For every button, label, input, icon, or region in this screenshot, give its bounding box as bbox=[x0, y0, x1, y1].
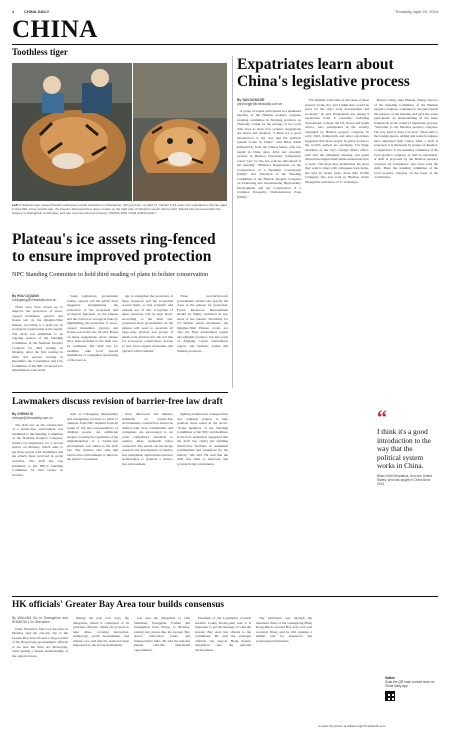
caption-lead: Left: bbox=[12, 203, 19, 207]
bottom-section-divider bbox=[12, 596, 438, 597]
lawmakers-column-4 bbox=[177, 412, 228, 593]
lawmakers-author: By CHENG SI bbox=[12, 412, 34, 416]
hk-text-4: President of the Legislative Council Andrew Leung Kwan-yuen said it is important to get the message of what the Greater Bay Area has offered to the community. He said the principal officials can support Hong Kong's integration into the national development. bbox=[195, 616, 251, 652]
plateau-body bbox=[12, 294, 228, 388]
issue-date: Thursday, April 25, 2024 bbox=[394, 9, 438, 14]
lawmakers-text-1: The draft law on the construction of a barrier-free environment was submitted to the Standing Committee of the National People's Congress, China's top legislature, for a second review on Monday, which aims to get more people with disabilities and the elderly more involved in social activities. The draft law was submitted to the NPC's Standing Committee for first review in October. bbox=[12, 422, 63, 477]
plateau-text-4: Three provincial-level governments should also specify the areas of the plateau for protection. Forest Resources Development should be highly restricted in key areas of the plateau. Stretching for 2.5 million square kilometers, the Qinghai-Tibet Plateau covers not only the Tibet autonomous region and Qinghai province, but also parts of Xinjiang, Uygur autonomous region, and Sichuan, Gansu and Yunnan provinces. bbox=[177, 294, 228, 353]
hk-body bbox=[12, 616, 312, 736]
plateau-column-4 bbox=[177, 294, 228, 388]
plateau-text-1: Three laws have drawn up to improve the protection of snow-capped mountains, glaciers and frozen soil on the Qinghai-Tibet Plateau, according to a draft law on ecological conservation in the region. The draft was submitted to an ongoing session of the Standing Committee of the National People's Congress for third reading on Monday. After the first reading in 2022 and second reading in December, the Constitution and Law Committee of the NPC reviewed two amendments to the draft. bbox=[12, 304, 63, 373]
tiger-kicker: Toothless tiger bbox=[12, 47, 68, 57]
lawmakers-byline bbox=[12, 412, 63, 421]
expatriates-column-2 bbox=[305, 98, 369, 596]
hk-text-5: The whirlwind tour through the mainland cities of the Guangdong-Hong Kong-Macao Greater Bay Area was well received. Wong said he will organize a similar tour for legislators and professional institutions. bbox=[256, 616, 312, 643]
plateau-column-1 bbox=[12, 294, 63, 388]
plateau-headline: Plateau's ice assets ring-fenced to ensure improved protection bbox=[12, 231, 216, 265]
expatriates-text-1: A group of expats participated in a simulated meeting of the Haidian people's congress standing committee in Zhejiang province on Thursday, voting for the passage of two local draft laws to learn how people's suggestions are heard and adopted. "I think it's a good introduction to the way that the political system works in China," said Brian Keith Kirkpatrick, from the United States, who has taught in China since 2014 and currently lectures at Huzhou University. Kirkpatrick voted "yes" for the two policies introduced at the meeting: "Huzhou's Regulations on the Construction of a Beautiful Countryside (Draft)" and "Decision of the Standing Committee of the Huzhou People's Congress on Promoting and Guaranteeing High-quality Development and the Construction of a Common Prosperity Demonstration Zone (Draft)." bbox=[237, 108, 301, 199]
top-divider bbox=[12, 44, 438, 45]
hk-text-3: Lee said the delegation to visit Shenzhen, Dongguan, Foshan and Guangzhou from Friday to Monday, touring key places like the Greater Bay Area's innovation parks, and transportation hubs. He said the trip has helped officials understand opportunities. bbox=[134, 616, 190, 652]
hk-text-2: During the past four days, the delegation, which is comprised of 16 principal officials, visited six projects in nine cities, covering innovation, technology, youth development, and culture. Lee said that the team had been impressed by the strong momentum. bbox=[73, 616, 129, 648]
hk-column-5 bbox=[256, 616, 312, 736]
section-divider bbox=[12, 392, 228, 393]
plateau-text-3: age to strengthen the protection of these resources and the ecosystem around them, so that scientific and rational use of this ecosystem of these resources will be kept intact. According to the draft law, provincial-level governments on the plateau will need to ascertain all large-scale glaciers and groups of small-scale glaciers into the red line for ecological conservation. Access to key snow-capped mountains and glaciers will be limited. bbox=[122, 294, 173, 353]
tiger-photo-image bbox=[12, 63, 227, 201]
online-text: Scan the QR code to read more on China Daily app bbox=[385, 680, 435, 689]
pull-quote-text: I think it's a good introduction to the way that the political system works in China. bbox=[377, 427, 431, 471]
online-box[interactable] bbox=[385, 676, 438, 701]
lawmakers-text-2: such as Chongqing municipality and Guangdong province to listen to opinions from NPC deputies from all walks of life and representatives of disabled people. An additional chapter covering the regulation of the implementation of a barrier-free environment was added to the draft law. The revision also asks that barrier-free environments to improve the public's awareness. bbox=[67, 412, 118, 462]
plateau-text-2: Some legislators, government bodies, experts and the public have suggested strengthening the protection of the ecosystem and ecological functions on the plateau and the control of ecological risks by highlighting the protection of snow-capped mountains, glaciers and frozen soil in the law, he said. Based on these suggestions, more clauses have been included in the draft law, he continued. The draft law, for example, asks local special institutions to strengthen monitoring of the sources. bbox=[67, 294, 118, 362]
hk-column-2 bbox=[73, 616, 129, 736]
plateau-column-2 bbox=[67, 294, 118, 388]
lawmakers-text-3: Also, third-level and industry standards on barrier-free environments construction should be drafted with local communities and companies are encouraged to set some compulsory standards to achieve these standards better connected. The nation can encourage research and development of barrier-free equipment, applications and new technologies to promote a barrier-free environment. bbox=[122, 412, 173, 467]
lawmakers-column-3 bbox=[122, 412, 173, 593]
online-label: Online bbox=[385, 676, 395, 680]
page-number: 4 bbox=[12, 9, 15, 14]
hk-byline: By WILLIAM XU in Guangzhou and SHADOW LI in Shenzhen bbox=[12, 616, 68, 625]
contact-note: Contact the writers at williamxu@chinadailyhk.com bbox=[318, 724, 386, 728]
hk-headline: HK officials' Greater Bay Area tour builds consensus bbox=[12, 600, 225, 610]
section-title: CHINA bbox=[12, 16, 98, 43]
expatriates-body bbox=[237, 98, 438, 596]
lawmakers-email: chengsi@chinadaily.com.cn bbox=[12, 416, 53, 421]
lawmakers-body bbox=[12, 412, 228, 593]
expatriates-text-3: Before voting, Juan Manuel, Zheng, director of the Standing Committee of the Huzhou people's congress, explained to the participants the purpose of the meeting and gave the expat participants an understanding of the basic framework of the country's legislative process. "Welcome to the Huzhou people's congress. I'm very glad to have you here," Yuan said to the foreign guests, adding that some foreigners have expressed their views. After a draft is proposed, it is discussed by groups of deputies, or legislators, to the standing committee of the local people's congress, as well as expatriates. A draft is proposed by the Huzhou people's congress for lawmakers, who have read the draft. Then, the standing committee of the local people's congress on the basis of the constitution. bbox=[374, 98, 438, 180]
lawmakers-headline: Lawmakers discuss revision of barrier-free law draft bbox=[12, 397, 223, 407]
expatriates-headline: Expatriates learn about China's legislative process bbox=[237, 56, 410, 90]
quote-mark-icon: “ bbox=[377, 407, 387, 429]
hk-text-1: Chief Executive John Lee Ka-chiu on Monday said the one-day trip to the Greater Bay Area allowed a large portion of the Hong Kong government's officials to see how the cities are developing, while getting a deeper understanding of the region's future. bbox=[12, 626, 68, 658]
plateau-author: By HOU LIQIANG bbox=[12, 294, 40, 298]
hk-column-1 bbox=[12, 616, 68, 736]
expatriates-text-2: "I'm familiar with some of the ideas of these projects in the city, and I think they would be good for the city's local development and economy," he said. Kirkpatrick was among 9 expatriates from 6 countries, including Switzerland, Canada, the US, Korea and South Africa, who participated in the activity organized by Huzhou people's congress. In early 2023, Kirkpatrick and other expatriates suggested that more people be given access to the world's earliest tea ceremony. Liu Yang, chairman of the city's foreign affairs office, said that the simulated meeting and panel discussions helped them better understand how to write. The more they understand, the more they want to share with colleagues back home, she said. In recent years, more than 10,000 foreigners live and work in Huzhou, many through the assistance of 71 exchanges. bbox=[305, 98, 369, 184]
plateau-email: houliqiang@chinadaily.com.cn bbox=[12, 298, 57, 303]
expatriates-column-1 bbox=[237, 98, 301, 596]
plateau-deck: NPC Standing Committee to hold third reading of plans to bolster conservation bbox=[12, 271, 209, 278]
plateau-column-3 bbox=[122, 294, 173, 388]
hk-column-3 bbox=[134, 616, 190, 736]
pull-quote bbox=[377, 407, 438, 487]
column-divider bbox=[232, 56, 233, 388]
tiger-caption bbox=[12, 203, 227, 215]
lawmakers-column-2 bbox=[67, 412, 118, 593]
expatriates-author: By YAN DONGJIE bbox=[237, 98, 265, 102]
expatriates-byline bbox=[237, 98, 301, 107]
expatriates-column-3 bbox=[374, 98, 438, 406]
expatriates-email: yandongjie@chinadaily.com.cn bbox=[237, 102, 283, 107]
tiger-photo bbox=[12, 63, 227, 201]
qr-code-icon[interactable] bbox=[385, 691, 395, 701]
hk-column-4 bbox=[195, 616, 251, 736]
lawmakers-column-1 bbox=[12, 412, 63, 593]
publication-name: CHINA DAILY bbox=[24, 9, 50, 14]
plateau-byline bbox=[12, 294, 63, 303]
lawmakers-text-4: lighting architecture, transportation and computer science to help promote more talent in the sector. "Some members of the Standing Committee of the NPC and members from local authorities suggested that the draft law clarify the building barrier-free facilities in residential communities and residences for the elderly," Ma said. He said that the draft law aims to empower and provide living convenience. bbox=[177, 412, 228, 467]
caption-text: A Siberian tiger named Tianshi undergoes a tooth extraction in Changchun, Jilin province, on April 17. Tianshi is 16 years old, equivalent to human aged in their 80s. A few months ago, the breeder discovered her upper molars on the right side of Tianshi's mouth. Above right: Tianshi has recovered after the surgery in Changchun on Monday, and can now eat soft food properly. ZHANG NAN / FOR CHINA DAILY bbox=[12, 203, 227, 215]
pull-quote-attribution: Brian Keith Kirkpatrick, from the United States, who has taught in China since 2014 bbox=[377, 473, 432, 487]
